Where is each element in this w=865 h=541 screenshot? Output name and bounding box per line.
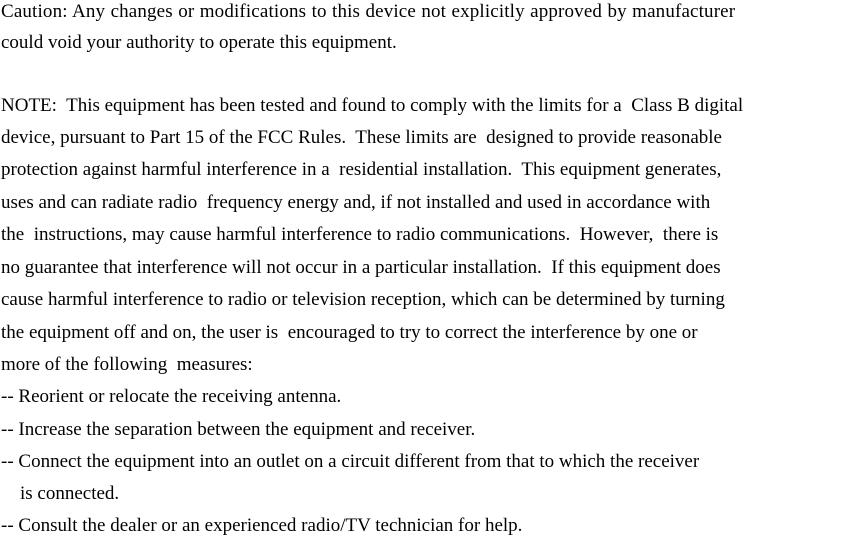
measure-item-connect-outlet-continued: is connected. [1,483,120,504]
note-line-1: NOTE: This equipment has been tested and found to comply with the limits for a Class B digital [1,95,744,116]
measure-item-increase-separation: -- Increase the separation between the equipment and receiver. [1,419,476,440]
note-line-3: protection against harmful interference in a residential installation. This equipment generates, [1,159,722,180]
caution-line-2: could void your authority to operate this equipment. [1,32,397,53]
note-line-4: uses and can radiate radio frequency energy and, if not installed and used in accordance with [1,192,711,213]
measure-item-reorient: -- Reorient or relocate the receiving antenna. [1,386,342,407]
note-line-2: device, pursuant to Part 15 of the FCC Rules. These limits are designed to provide reasonable [1,127,722,148]
note-line-5: the instructions, may cause harmful interference to radio communications. However, there is [1,224,719,245]
note-line-8: the equipment off and on, the user is encouraged to try to correct the interference by one or [1,322,698,343]
note-line-6: no guarantee that interference will not occur in a particular installation. If this equipment does [1,257,721,278]
measure-item-connect-outlet: -- Connect the equipment into an outlet on a circuit different from that to which the receiver [1,451,700,472]
note-line-7: cause harmful interference to radio or television reception, which can be determined by turning [1,289,725,310]
note-line-9: more of the following measures: [1,354,253,375]
caution-line-1: Caution: Any changes or modifications to this device not explicitly approved by manufacturer [1,1,736,22]
measure-item-consult-dealer: -- Consult the dealer or an experienced radio/TV technician for help. [1,515,523,536]
